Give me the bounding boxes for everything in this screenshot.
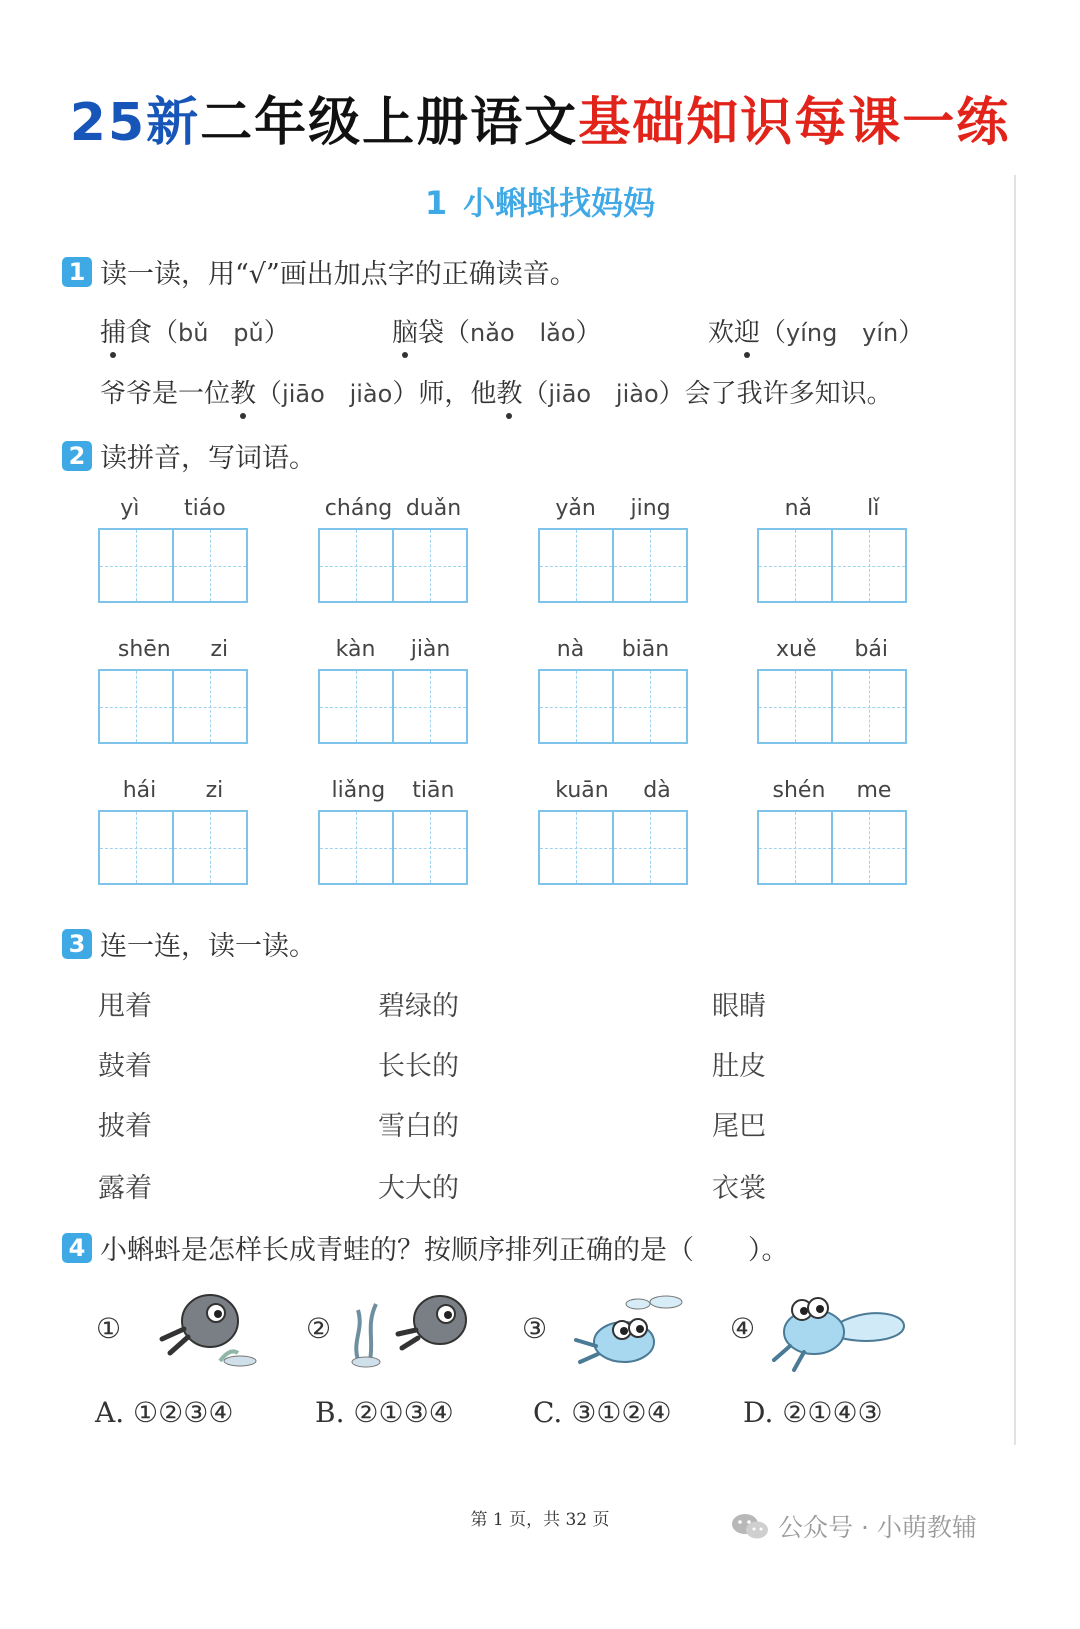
stage-label: ② bbox=[306, 1312, 332, 1345]
pinyin-label: liǎng bbox=[331, 778, 386, 803]
watermark bbox=[730, 1508, 977, 1544]
paren-open: （ bbox=[760, 318, 787, 348]
pinyin-option-2[interactable]: jiào bbox=[615, 380, 659, 408]
pinyin-label: yǎn bbox=[555, 496, 596, 521]
question-1-heading bbox=[62, 252, 577, 291]
q1-sentence bbox=[100, 373, 893, 410]
pinyin-option-1[interactable]: yíng bbox=[786, 319, 838, 347]
match-right-word[interactable]: 尾巴 bbox=[712, 1111, 766, 1142]
question-number-badge: 4 bbox=[62, 1233, 92, 1263]
answer-option-a[interactable]: A. ①②③④ bbox=[95, 1396, 234, 1429]
word-rest: 食 bbox=[126, 318, 153, 348]
frog-stage-3-illustration bbox=[568, 1288, 688, 1374]
pinyin-option-2[interactable]: pǔ bbox=[233, 319, 264, 347]
match-right-word[interactable]: 眼睛 bbox=[712, 991, 766, 1022]
writing-grid[interactable] bbox=[318, 810, 468, 885]
pinyin-option-1[interactable]: nǎo bbox=[470, 319, 515, 347]
sentence-part: 师，他 bbox=[418, 379, 497, 409]
word-pre: 欢 bbox=[708, 318, 735, 348]
paren-close: ） bbox=[392, 379, 419, 409]
title-part3: 基础知识每课一练 bbox=[578, 93, 1011, 153]
word-writing-item bbox=[318, 637, 468, 744]
pinyin-label: dà bbox=[643, 778, 671, 803]
question-4-heading bbox=[62, 1228, 789, 1267]
writing-grid[interactable] bbox=[98, 810, 248, 885]
paren-close: ） bbox=[575, 318, 602, 348]
pinyin-option-2[interactable]: yín bbox=[862, 319, 899, 347]
pinyin-option-1[interactable]: jiāo bbox=[282, 380, 325, 408]
match-left-word[interactable]: 甩着 bbox=[98, 991, 152, 1022]
word-writing-item bbox=[98, 778, 248, 885]
writing-grid[interactable] bbox=[757, 528, 907, 603]
writing-grid[interactable] bbox=[538, 528, 688, 603]
question-1-instruction: 读一读，用“√”画出加点字的正确读音。 bbox=[100, 259, 577, 290]
answer-option-b[interactable]: B. ②①③④ bbox=[315, 1396, 454, 1429]
pinyin-label: bái bbox=[854, 637, 889, 662]
right-margin-rule bbox=[1014, 175, 1016, 1445]
pinyin-label: lǐ bbox=[867, 496, 880, 521]
pinyin-label: yì bbox=[120, 496, 140, 521]
writing-grid[interactable] bbox=[538, 810, 688, 885]
match-left-word[interactable]: 鼓着 bbox=[98, 1051, 152, 1082]
question-number-badge: 3 bbox=[62, 929, 92, 959]
wechat-icon bbox=[730, 1511, 770, 1541]
word-writing-item bbox=[98, 637, 248, 744]
lesson-heading bbox=[0, 178, 1080, 224]
frog-stage-2-illustration bbox=[344, 1290, 474, 1370]
paren-open: （ bbox=[152, 318, 179, 348]
paren-open: （ bbox=[444, 318, 471, 348]
pinyin-option-1[interactable]: bǔ bbox=[178, 319, 209, 347]
frog-stage-1-illustration bbox=[140, 1283, 260, 1373]
question-3-heading bbox=[62, 924, 316, 963]
pinyin-label: nà bbox=[556, 637, 585, 662]
pinyin-label: kàn bbox=[335, 637, 376, 662]
pinyin-label: tiáo bbox=[184, 496, 226, 521]
pinyin-option-2[interactable]: lǎo bbox=[539, 319, 576, 347]
match-left-word[interactable]: 披着 bbox=[98, 1111, 152, 1142]
pinyin-label: me bbox=[856, 778, 892, 803]
word-writing-item bbox=[757, 637, 907, 744]
word-writing-item bbox=[538, 496, 688, 603]
pinyin-label: xuě bbox=[775, 637, 817, 662]
word-writing-item bbox=[757, 496, 907, 603]
dotted-char: 教 bbox=[496, 379, 523, 409]
question-number-badge: 2 bbox=[62, 441, 92, 471]
writing-grid[interactable] bbox=[757, 669, 907, 744]
pinyin-label: zi bbox=[210, 637, 229, 662]
pinyin-label: cháng bbox=[324, 496, 393, 521]
pinyin-option-1[interactable]: jiāo bbox=[548, 380, 592, 408]
match-middle-word[interactable]: 雪白的 bbox=[378, 1111, 459, 1142]
match-middle-word[interactable]: 长长的 bbox=[378, 1051, 459, 1082]
q1-item-1 bbox=[100, 312, 290, 349]
writing-grid[interactable] bbox=[98, 528, 248, 603]
match-middle-word[interactable]: 大大的 bbox=[378, 1173, 459, 1204]
dotted-char: 捕 bbox=[100, 318, 127, 348]
title-part1: 25新 bbox=[69, 93, 201, 153]
paren-open: （ bbox=[522, 379, 549, 409]
paren-close: ） bbox=[658, 379, 685, 409]
match-middle-word[interactable]: 碧绿的 bbox=[378, 991, 459, 1022]
word-writing-item bbox=[757, 778, 907, 885]
question-4-instruction: 小蝌蚪是怎样长成青蛙的？按顺序排列正确的是（ ）。 bbox=[100, 1235, 789, 1266]
pinyin-label: zi bbox=[205, 778, 224, 803]
answer-option-c[interactable]: C. ③①②④ bbox=[533, 1396, 672, 1429]
pinyin-label: shén bbox=[772, 778, 826, 803]
lesson-number: 1 bbox=[424, 184, 448, 222]
page-title bbox=[0, 80, 1080, 155]
dotted-char: 教 bbox=[230, 379, 257, 409]
q1-item-3 bbox=[708, 312, 924, 349]
question-2-heading bbox=[62, 436, 316, 475]
match-left-word[interactable]: 露着 bbox=[98, 1173, 152, 1204]
lesson-title: 小蝌蚪找妈妈 bbox=[463, 184, 656, 222]
question-number-badge: 1 bbox=[62, 257, 92, 287]
frog-stage-4-illustration bbox=[764, 1286, 914, 1376]
writing-grid[interactable] bbox=[757, 810, 907, 885]
dotted-char: 脑 bbox=[392, 318, 419, 348]
pinyin-label: jiàn bbox=[410, 637, 451, 662]
question-2-instruction: 读拼音，写词语。 bbox=[100, 443, 316, 474]
watermark-text: 公众号 · 小萌教辅 bbox=[778, 1513, 977, 1542]
writing-grid[interactable] bbox=[538, 669, 688, 744]
question-3-instruction: 连一连，读一读。 bbox=[100, 931, 316, 962]
stage-label: ④ bbox=[730, 1312, 756, 1345]
pinyin-label: tiān bbox=[412, 778, 455, 803]
word-writing-item bbox=[318, 496, 468, 603]
answer-option-d[interactable]: D. ②①④③ bbox=[743, 1396, 883, 1429]
match-right-word[interactable]: 衣裳 bbox=[712, 1173, 766, 1204]
dotted-char: 迎 bbox=[734, 318, 761, 348]
writing-grid[interactable] bbox=[318, 528, 468, 603]
word-writing-item bbox=[98, 496, 248, 603]
pinyin-option-2[interactable]: jiào bbox=[349, 380, 393, 408]
pinyin-label: shēn bbox=[117, 637, 171, 662]
paren-open: （ bbox=[256, 379, 283, 409]
sentence-part: 会了我许多知识。 bbox=[684, 379, 893, 409]
word-rest: 袋 bbox=[418, 318, 445, 348]
pinyin-label: biān bbox=[621, 637, 670, 662]
stage-label: ③ bbox=[522, 1312, 548, 1345]
page-footer: 第 1 页，共 32 页 bbox=[470, 1510, 610, 1530]
stage-label: ① bbox=[96, 1312, 122, 1345]
word-writing-item bbox=[318, 778, 468, 885]
pinyin-label: kuān bbox=[555, 778, 609, 803]
match-right-word[interactable]: 肚皮 bbox=[712, 1051, 766, 1082]
paren-close: ） bbox=[263, 318, 290, 348]
sentence-part: 爷爷是一位 bbox=[100, 379, 231, 409]
writing-grid[interactable] bbox=[318, 669, 468, 744]
title-part2: 二年级上册语文 bbox=[200, 93, 579, 153]
writing-grid[interactable] bbox=[98, 669, 248, 744]
paren-close: ） bbox=[898, 318, 925, 348]
pinyin-label: hái bbox=[122, 778, 157, 803]
pinyin-label: nǎ bbox=[784, 496, 813, 521]
pinyin-label: duǎn bbox=[405, 496, 462, 521]
pinyin-label: jing bbox=[630, 496, 671, 521]
q1-item-2 bbox=[392, 312, 602, 349]
word-writing-item bbox=[538, 637, 688, 744]
word-writing-item bbox=[538, 778, 688, 885]
